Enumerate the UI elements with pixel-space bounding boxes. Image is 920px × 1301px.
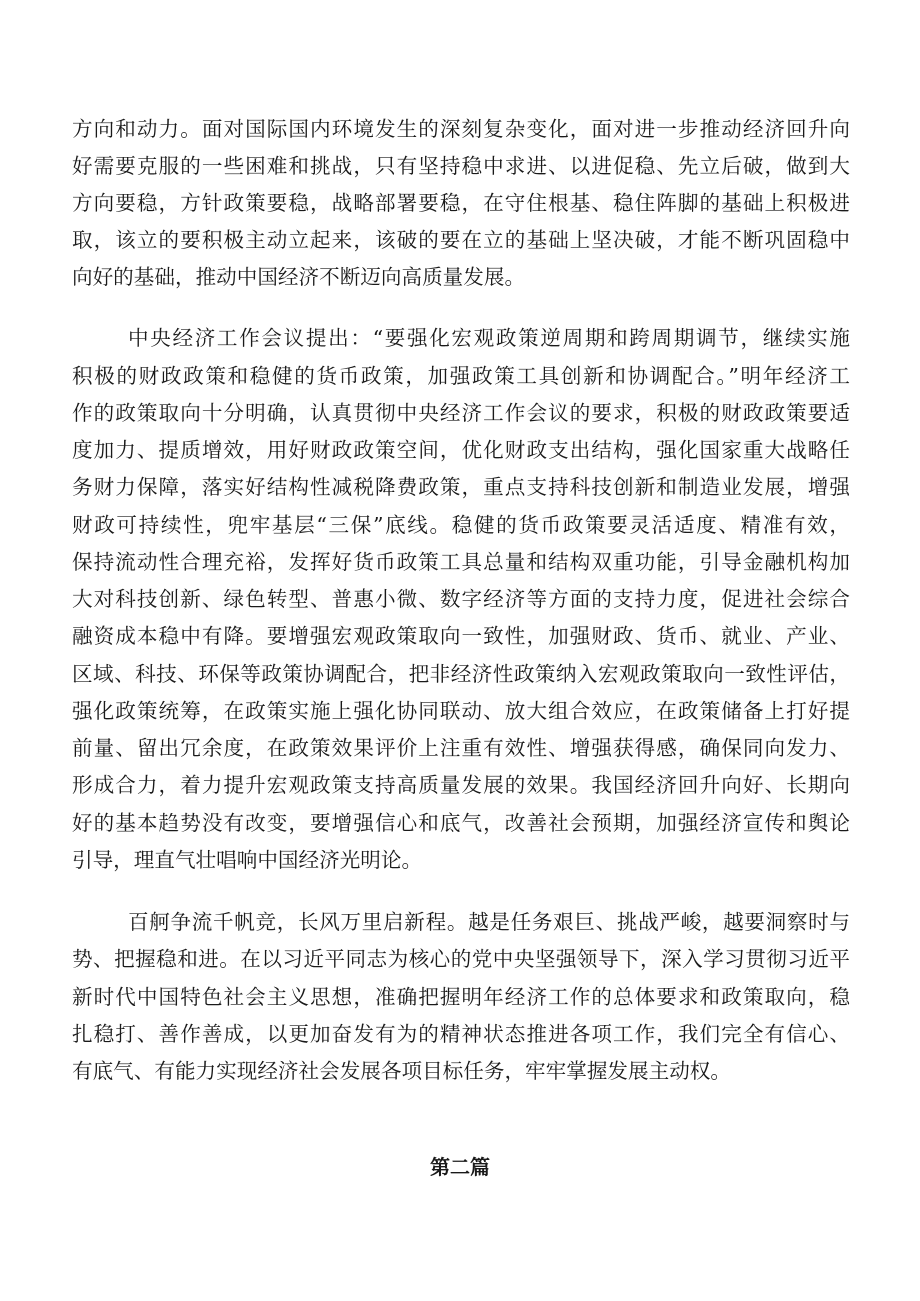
paragraph-line: 区域、科技、环保等政策协调配合，把非经济性政策纳入宏观政策取向一致性评估， (72, 662, 850, 686)
paragraph-line: 好需要克服的一些困难和挑战，只有坚持稳中求进、以进促稳、先立后破，做到大 (72, 154, 850, 178)
paragraph-line: 取，该立的要积极主动立起来，该破的要在立的基础上坚决破，才能不断巩固稳中 (72, 228, 850, 252)
paragraph-line: 保持流动性合理充裕，发挥好货币政策工具总量和结构双重功能，引导金融机构加 (72, 550, 850, 574)
paragraph-line: 百舸争流千帆竞，长风万里启新程。越是任务艰巨、挑战严峻，越要洞察时与 (128, 910, 850, 934)
paragraph-line: 财政可持续性，兜牢基层“三保”底线。稳健的货币政策要灵活适度、精准有效， (72, 513, 850, 537)
paragraph-line: 势、把握稳和进。在以习近平同志为核心的党中央坚强领导下，深入学习贯彻习近平 (72, 947, 850, 971)
paragraph-line: 度加力、提质增效，用好财政政策空间，优化财政支出结构，强化国家重大战略任 (72, 438, 850, 462)
section-heading: 第二篇 (430, 1155, 490, 1179)
paragraph-line: 前量、留出冗余度，在政策效果评价上注重有效性、增强获得感，确保同向发力、 (72, 736, 850, 760)
paragraph-line: 好的基本趋势没有改变，要增强信心和底气，改善社会预期，加强经济宣传和舆论 (72, 811, 850, 835)
paragraph-line: 中央经济工作会议提出：“要强化宏观政策逆周期和跨周期调节，继续实施 (128, 326, 850, 350)
paragraph-line: 新时代中国特色社会主义思想，准确把握明年经济工作的总体要求和政策取向，稳 (72, 985, 850, 1009)
paragraph-line: 扎稳打、善作善成，以更加奋发有为的精神状态推进各项工作，我们完全有信心、 (72, 1022, 850, 1046)
paragraph-line: 融资成本稳中有降。要增强宏观政策取向一致性，加强财政、货币、就业、产业、 (72, 624, 850, 648)
paragraph-line: 方向要稳，方针政策要稳，战略部署要稳，在守住根基、稳住阵脚的基础上积极进 (72, 191, 850, 215)
paragraph-line: 向好的基础，推动中国经济不断迈向高质量发展。 (72, 265, 526, 289)
paragraph-line: 强化政策统筹，在政策实施上强化协同联动、放大组合效应，在政策储备上打好提 (72, 699, 850, 723)
paragraph-line: 形成合力，着力提升宏观政策支持高质量发展的效果。我国经济回升向好、长期向 (72, 773, 850, 797)
paragraph-line: 务财力保障，落实好结构性减税降费政策，重点支持科技创新和制造业发展，增强 (72, 475, 850, 499)
paragraph-line: 方向和动力。面对国际国内环境发生的深刻复杂变化，面对进一步推动经济回升向 (72, 117, 850, 141)
paragraph-line: 有底气、有能力实现经济社会发展各项目标任务，牢牢掌握发展主动权。 (72, 1059, 731, 1083)
paragraph-line: 积极的财政政策和稳健的货币政策，加强政策工具创新和协调配合。”明年经济工 (72, 364, 850, 388)
paragraph-line: 大对科技创新、绿色转型、普惠小微、数字经济等方面的支持力度，促进社会综合 (72, 587, 850, 611)
paragraph-line: 引导，理直气壮唱响中国经济光明论。 (72, 848, 423, 872)
paragraph-line: 作的政策取向十分明确，认真贯彻中央经济工作会议的要求，积极的财政政策要适 (72, 401, 850, 425)
